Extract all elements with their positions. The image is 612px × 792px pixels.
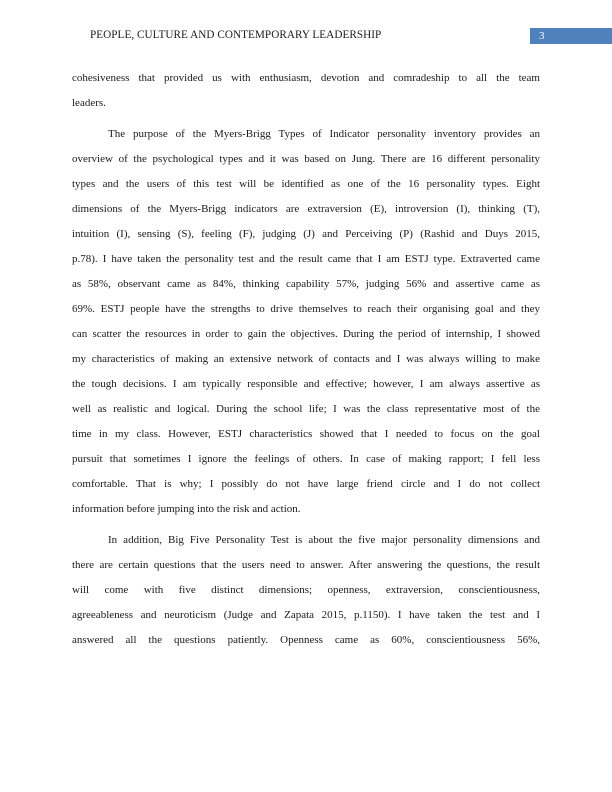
text-line: my characteristics of making an extensive network of contacts and I was always willing to make	[72, 353, 540, 365]
text-line: leaders.	[72, 97, 106, 109]
text-line: intuition (I), sensing (S), feeling (F), judging (J) and Perceiving (P) (Rashid and Duys 2015,	[72, 228, 540, 240]
text-line: comfortable. That is why; I possibly do not have large friend circle and I do not collect	[72, 478, 540, 490]
paragraph-3	[72, 528, 540, 653]
text-line: types and the users of this test will be identified as one of the 16 personality types. Eight	[72, 178, 540, 190]
text-line: The purpose of the Myers-Brigg Types of Indicator personality inventory provides an	[108, 128, 540, 140]
text-line: well as realistic and logical. During the school life; I was the class representative most of the	[72, 403, 540, 415]
text-line: pursuit that sometimes I ignore the feelings of others. In case of making rapport; I fell less	[72, 453, 540, 465]
text-line: cohesiveness that provided us with enthusiasm, devotion and comradeship to all the team	[72, 72, 540, 84]
running-header-title: PEOPLE, CULTURE AND CONTEMPORARY LEADERSHIP	[90, 29, 382, 41]
document-body	[72, 66, 540, 653]
text-line: p.78). I have taken the personality test and the result came that I am ESTJ type. Extraverted came	[72, 253, 540, 265]
text-line: there are certain questions that the users need to answer. After answering the questions, the result	[72, 559, 540, 571]
paragraph-1	[72, 66, 540, 116]
text-line: will come with five distinct dimensions; openness, extraversion, conscientiousness,	[72, 584, 540, 596]
text-line: information before jumping into the risk and action.	[72, 503, 301, 515]
text-line: time in my class. However, ESTJ characteristics showed that I needed to focus on the goal	[72, 428, 540, 440]
paragraph-2	[72, 122, 540, 522]
text-line: answered all the questions patiently. Openness came as 60%, conscientiousness 56%,	[72, 634, 540, 646]
text-line: can scatter the resources in order to gain the objectives. During the period of internship, I showed	[72, 328, 540, 340]
text-line: as 58%, observant came as 84%, thinking capability 57%, judging 56% and assertive came as	[72, 278, 540, 290]
text-line: In addition, Big Five Personality Test is about the five major personality dimensions and	[108, 534, 540, 546]
text-line: the tough decisions. I am typically responsible and effective; however, I am always assertive as	[72, 378, 540, 390]
text-line: overview of the psychological types and it was based on Jung. There are 16 different personality	[72, 153, 540, 165]
text-line: dimensions of the Myers-Brigg indicators are extraversion (E), introversion (I), thinking (T),	[72, 203, 540, 215]
text-line: 69%. ESTJ people have the strengths to drive themselves to reach their organising goal and they	[72, 303, 540, 315]
page-number: 3	[530, 28, 612, 44]
text-line: agreeableness and neuroticism (Judge and Zapata 2015, p.1150). I have taken the test and I	[72, 609, 540, 621]
